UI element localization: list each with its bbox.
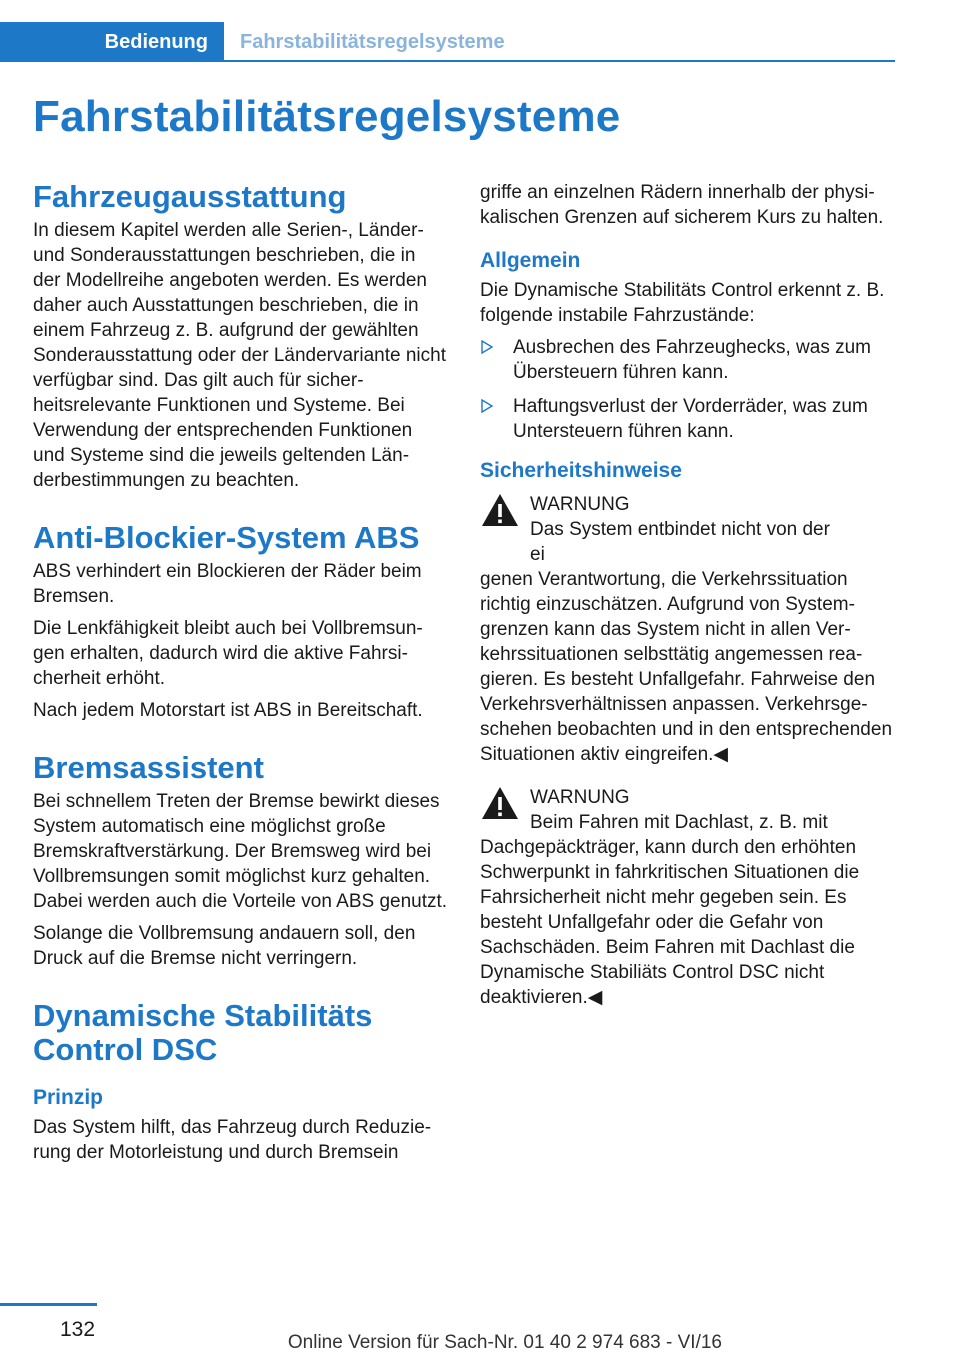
triangle-bullet-icon: [480, 399, 494, 413]
warning-header-text: [530, 785, 828, 835]
paragraph: Die Dynamische Stabilitäts Control erkennt z. B. folgende instabile Fahrzustände:: [480, 280, 885, 326]
heading-dsc: Dynamische Stabilitäts Control DSC: [33, 998, 373, 1067]
heading-sicherheitshinweise: Sicherheitshinweise: [480, 459, 682, 482]
warning-header: [480, 785, 895, 835]
list-item: [480, 394, 895, 444]
heading-abs: Anti-Blockier-System ABS: [33, 520, 420, 555]
footer-divider: [0, 1303, 97, 1306]
chapter-tab-label: Bedienung: [104, 30, 208, 53]
warning-block: [480, 785, 895, 1010]
heading-bremsassistent: Bremsassistent: [33, 750, 264, 785]
warning-triangle-icon: [480, 492, 520, 528]
warning-block: [480, 492, 895, 767]
warning-text: genen Verantwortung, die Verkehrssituation richtig einzuschätzen. Aufgrund von Systemgrenzen kann das System nicht in allen Verkehrssituationen selbsttätig angemessen reagieren. Es besteht Unfallgefahr. Fahrweise den Verkehrsverhältnissen anpassen. Verkehrsgeschehen beobachten und in den entsprechenden Situationen aktiv eingreifen.◀: [480, 569, 893, 765]
warning-first-line: Das System entbindet nicht von der ei: [530, 519, 830, 565]
right-column: [480, 180, 895, 1028]
list-item-text: Haftungsverlust der Vorderräder, was zum Untersteuern führen kann.: [513, 396, 868, 442]
paragraph: ABS verhindert ein Blockieren der Räder beim Bremsen.: [33, 561, 422, 607]
paragraph: In diesem Kapitel werden alle Serien-, Länder- und Sonderausstattungen beschrieben, die in der Modellreihe angeboten werden. Es werden daher auch Ausstattungen beschrieben, die in einem Fahrzeug z. B. aufgrund der gewählten Sonderausstattung oder der Ländervariante nicht verfügbar sind. Das gilt auch für sicherheitsrelevante Funktionen und Systeme. Bei Verwendung der entsprechenden Funktionen und Systeme sind die jeweils geltenden Länderbestimmungen zu beachten.: [33, 220, 446, 491]
header-divider: [224, 60, 895, 62]
section-bremsassistent: [33, 751, 448, 971]
page-number: 132: [60, 1318, 96, 1341]
left-column: [33, 180, 448, 1172]
triangle-bullet-icon: [480, 340, 494, 354]
paragraph: Bei schnellem Treten der Bremse bewirkt dieses System automatisch eine möglichst große Bremskraftverstärkung. Der Bremsweg wird bei Vollbremsungen somit möglichst kurz gehalten. Dabei werden auch die Vorteile von ABS genutzt.: [33, 791, 448, 912]
section-abs: [33, 521, 448, 723]
warning-text: Dachgepäckträger, kann durch den erhöhten Schwerpunkt in fahrkritischen Situationen die Fahrsicherheit nicht mehr gegeben sein. Es besteht Unfallgefahr oder die Gefahr von Sachschäden. Beim Fahren mit Dachlast die Dynamische Stabiliäts Control DSC nicht deaktivieren.◀: [480, 837, 860, 1008]
warning-triangle-icon: [480, 785, 520, 821]
paragraph-continued: griffe an einzelnen Rädern innerhalb der physikalischen Grenzen auf sicherem Kurs zu halten.: [480, 182, 884, 228]
warning-label: WARNUNG: [530, 494, 630, 515]
warning-header: [480, 492, 895, 567]
paragraph: Die Lenkfähigkeit bleibt auch bei Vollbremsungen erhalten, dadurch wird die aktive Fahrsicherheit erhöht.: [33, 618, 423, 689]
warning-label: WARNUNG: [530, 787, 630, 808]
footer-text: Online Version für Sach-Nr. 01 40 2 974 683 - VI/16: [287, 1332, 722, 1353]
section-fahrzeugausstattung: [33, 180, 448, 493]
section-dsc: [33, 999, 448, 1165]
chapter-tab[interactable]: [0, 22, 224, 62]
heading-fahrzeugausstattung: Fahrzeugausstattung: [33, 179, 347, 214]
paragraph: Solange die Vollbremsung andauern soll, den Druck auf die Bremse nicht verringern.: [33, 923, 416, 969]
heading-allgemein: Allgemein: [480, 249, 581, 272]
warning-header-text: [530, 492, 850, 567]
paragraph: Nach jedem Motorstart ist ABS in Bereitschaft.: [33, 700, 423, 721]
list-item-text: Ausbrechen des Fahrzeughecks, was zum Übersteuern führen kann.: [513, 337, 872, 383]
section-tab[interactable]: [240, 22, 505, 62]
header-bar: [0, 22, 895, 62]
page-title: Fahrstabilitätsregelsysteme: [33, 92, 621, 141]
paragraph: Das System hilft, das Fahrzeug durch Reduzierung der Motorleistung und durch Bremsein: [33, 1117, 432, 1163]
list-item: [480, 335, 895, 385]
heading-prinzip: Prinzip: [33, 1086, 104, 1109]
bullet-list: [480, 335, 895, 444]
warning-first-line: Beim Fahren mit Dachlast, z. B. mit: [530, 812, 828, 833]
section-tab-label: Fahrstabilitätsregelsysteme: [240, 30, 505, 53]
